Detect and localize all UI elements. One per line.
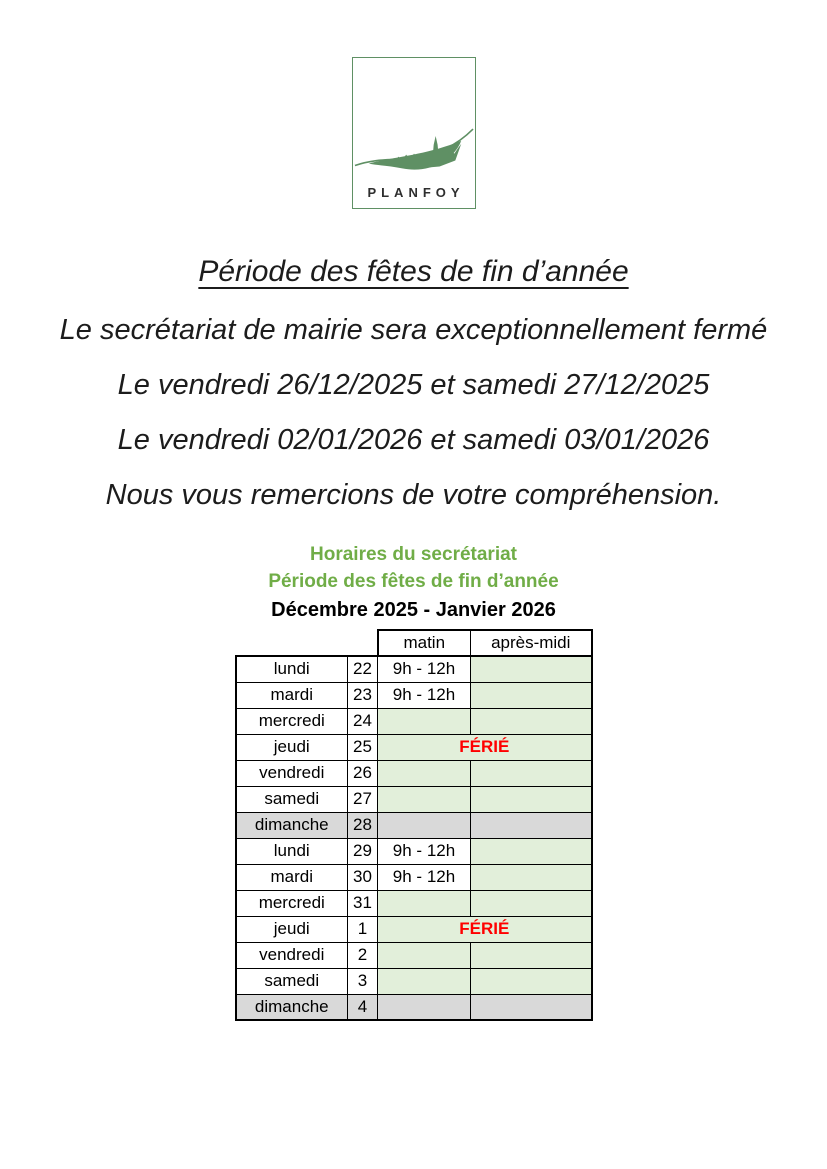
day-cell: vendredi	[236, 760, 348, 786]
morning-cell	[378, 890, 471, 916]
table-row	[236, 838, 592, 864]
afternoon-cell	[471, 656, 592, 682]
day-cell: samedi	[236, 786, 348, 812]
table-row	[236, 708, 592, 734]
table-row	[236, 942, 592, 968]
date-cell: 4	[348, 994, 378, 1020]
morning-cell	[378, 994, 471, 1020]
schedule-table	[235, 629, 593, 1021]
logo-text: PLANFOY	[367, 185, 465, 200]
afternoon-cell	[471, 786, 592, 812]
day-cell: mercredi	[236, 708, 348, 734]
table-row	[236, 916, 592, 942]
date-cell: 24	[348, 708, 378, 734]
date-cell: 31	[348, 890, 378, 916]
schedule-heading-3: Décembre 2025 - Janvier 2026	[271, 599, 556, 621]
date-cell: 25	[348, 734, 378, 760]
notice-paragraph-3: Le vendredi 02/01/2026 et samedi 03/01/2026	[117, 424, 710, 456]
notice-paragraph-2: Le vendredi 26/12/2025 et samedi 27/12/2025	[117, 369, 710, 401]
schedule-heading-1: Horaires du secrétariat	[310, 544, 517, 565]
day-cell: dimanche	[236, 812, 348, 838]
day-cell: lundi	[236, 656, 348, 682]
afternoon-cell	[471, 812, 592, 838]
table-row	[236, 994, 592, 1020]
morning-cell	[378, 812, 471, 838]
schedule-table-body	[236, 656, 592, 1020]
day-cell: lundi	[236, 838, 348, 864]
afternoon-cell	[471, 838, 592, 864]
table-row	[236, 786, 592, 812]
morning-cell: 9h - 12h	[378, 682, 471, 708]
column-header-morning: matin	[378, 630, 471, 656]
morning-cell: 9h - 12h	[378, 656, 471, 682]
table-row	[236, 656, 592, 682]
afternoon-cell	[471, 968, 592, 994]
day-cell: mercredi	[236, 890, 348, 916]
date-cell: 3	[348, 968, 378, 994]
table-header-row	[236, 630, 592, 656]
date-cell: 22	[348, 656, 378, 682]
date-cell: 26	[348, 760, 378, 786]
day-cell: dimanche	[236, 994, 348, 1020]
morning-cell: 9h - 12h	[378, 838, 471, 864]
day-cell: mardi	[236, 682, 348, 708]
table-row	[236, 864, 592, 890]
morning-cell	[378, 708, 471, 734]
afternoon-cell	[471, 682, 592, 708]
afternoon-cell	[471, 760, 592, 786]
logo	[352, 57, 476, 209]
notice-paragraph-1: Le secrétariat de mairie sera exceptionnellement fermé	[59, 314, 768, 346]
table-row	[236, 812, 592, 838]
day-cell: vendredi	[236, 942, 348, 968]
holiday-cell: FÉRIÉ	[378, 734, 592, 760]
day-cell: mardi	[236, 864, 348, 890]
table-row	[236, 890, 592, 916]
page-title: Période des fêtes de fin d’année	[198, 255, 629, 288]
afternoon-cell	[471, 890, 592, 916]
afternoon-cell	[471, 942, 592, 968]
afternoon-cell	[471, 864, 592, 890]
date-cell: 1	[348, 916, 378, 942]
holiday-cell: FÉRIÉ	[378, 916, 592, 942]
day-cell: jeudi	[236, 916, 348, 942]
notice-paragraph-4: Nous vous remercions de votre compréhension.	[105, 479, 722, 511]
day-cell: jeudi	[236, 734, 348, 760]
afternoon-cell	[471, 708, 592, 734]
header-spacer-date	[348, 630, 378, 656]
table-row	[236, 734, 592, 760]
day-cell: samedi	[236, 968, 348, 994]
date-cell: 28	[348, 812, 378, 838]
table-row	[236, 968, 592, 994]
date-cell: 30	[348, 864, 378, 890]
date-cell: 27	[348, 786, 378, 812]
table-row	[236, 682, 592, 708]
table-row	[236, 760, 592, 786]
date-cell: 29	[348, 838, 378, 864]
morning-cell	[378, 760, 471, 786]
morning-cell	[378, 968, 471, 994]
afternoon-cell	[471, 994, 592, 1020]
morning-cell: 9h - 12h	[378, 864, 471, 890]
date-cell: 23	[348, 682, 378, 708]
morning-cell	[378, 786, 471, 812]
schedule-heading-2: Période des fêtes de fin d’année	[268, 571, 559, 592]
header-spacer-day	[236, 630, 348, 656]
morning-cell	[378, 942, 471, 968]
date-cell: 2	[348, 942, 378, 968]
column-header-afternoon: après-midi	[471, 630, 592, 656]
